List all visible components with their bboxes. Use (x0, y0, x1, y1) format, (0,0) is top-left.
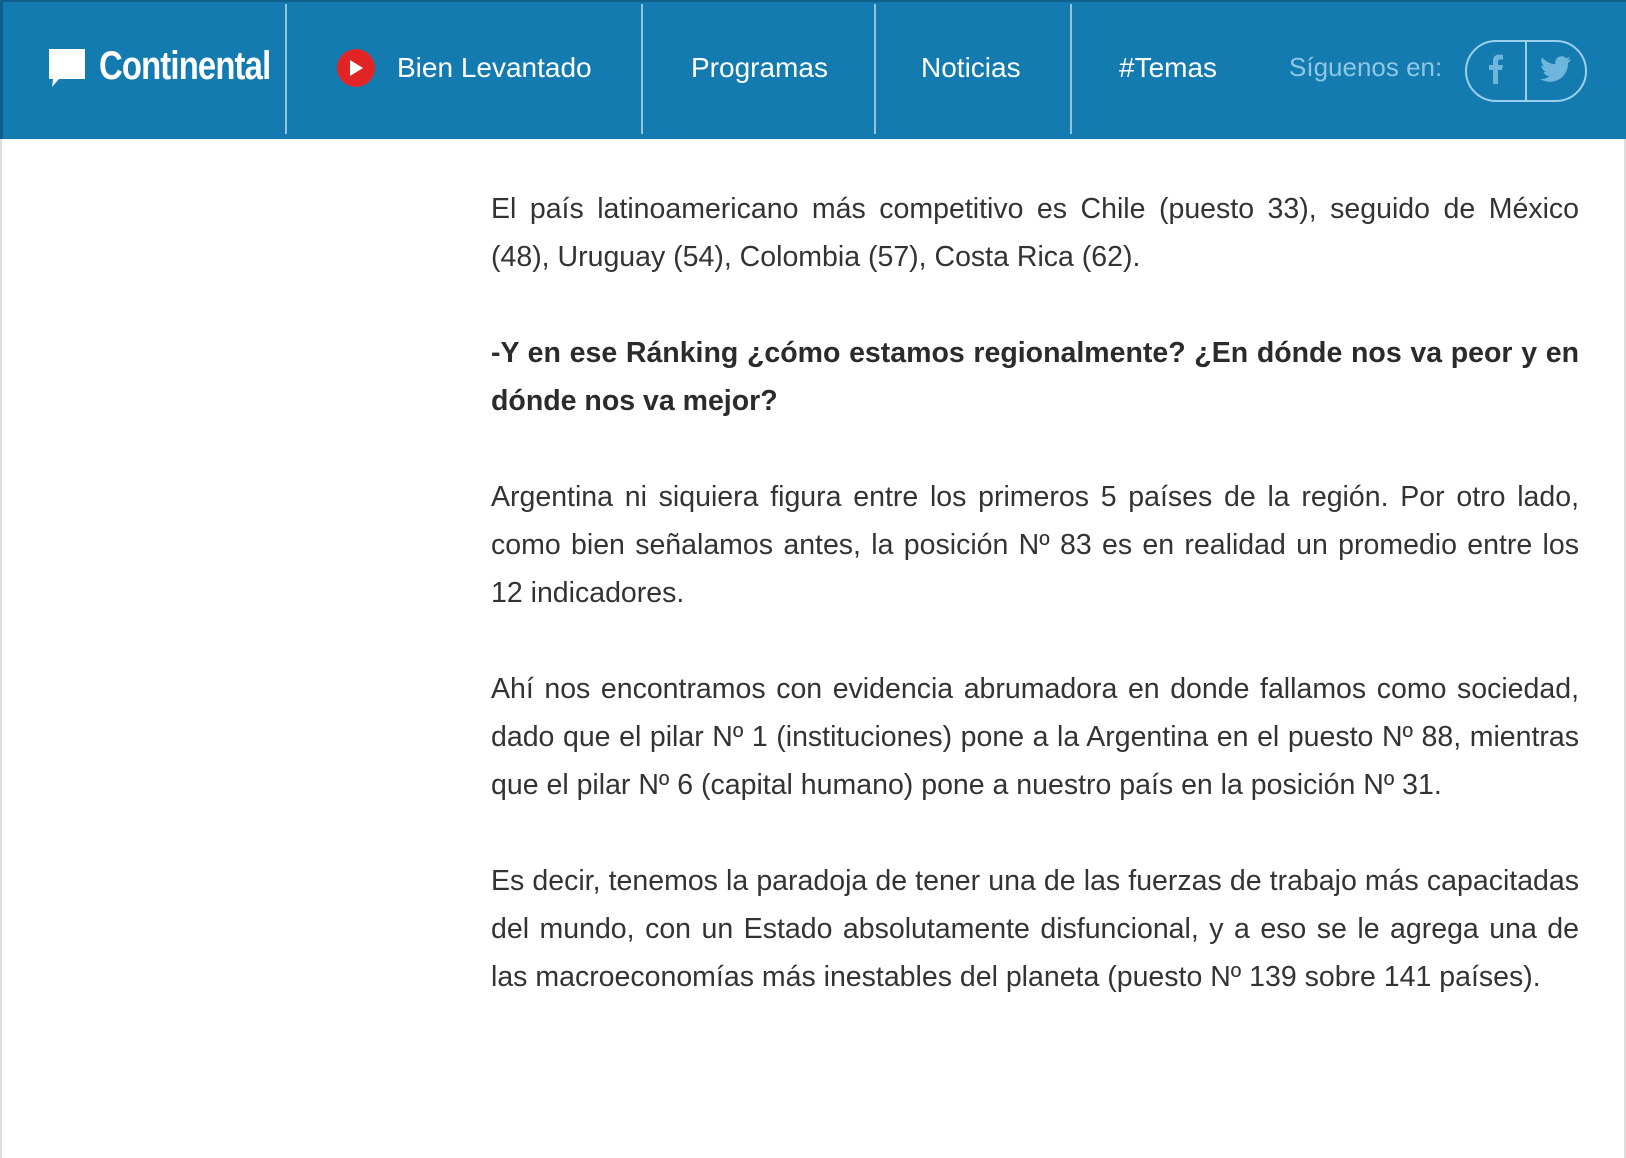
nav-item-label: #Temas (1119, 52, 1218, 83)
page-left-border (0, 0, 2, 1158)
article-paragraph: El país latinoamericano más competitivo es Chile (puesto 33), seguido de México (48), Uruguay (54), Colombia (57), Costa Rica (62). (491, 193, 1579, 273)
facebook-icon (1488, 54, 1504, 89)
article-paragraph: Argentina ni siquiera figura entre los primeros 5 países de la región. Por otro lado, como bien señalamos antes, la posición Nº 83 es en realidad un promedio entre los 12 indicadores. (491, 481, 1579, 609)
social-links (1465, 40, 1587, 102)
nav-divider (874, 4, 876, 134)
nav-divider (641, 4, 643, 134)
article-paragraph: Ahí nos encontramos con evidencia abrumadora en donde fallamos como sociedad, dado que el pilar Nº 1 (instituciones) pone a la Argentina en el puesto Nº 88, mientras que el pilar Nº 6 (capital humano) pone a nuestro país en la posición Nº 31. (491, 673, 1579, 801)
facebook-button[interactable] (1467, 42, 1525, 100)
nav-item-bien-levantado[interactable] (337, 46, 592, 90)
site-logo[interactable] (49, 44, 308, 89)
nav-divider (1070, 4, 1072, 134)
follow-us-label: Síguenos en: (1289, 52, 1443, 82)
site-logo-text: Continental (99, 44, 271, 88)
nav-item-programas[interactable] (691, 46, 828, 90)
interview-question: -Y en ese Ránking ¿cómo estamos regionalmente? ¿En dónde nos va peor y en dónde nos va mejor? (491, 337, 1579, 417)
nav-item-noticias[interactable] (921, 46, 1021, 90)
nav-item-label: Noticias (921, 52, 1021, 83)
nav-divider (285, 4, 287, 134)
speech-bubble-icon (49, 49, 85, 85)
nav-item-label: Bien Levantado (397, 52, 592, 83)
article-paragraph: Es decir, tenemos la paradoja de tener una de las fuerzas de trabajo más capacitadas del mundo, con un Estado absolutamente disfuncional, y a eso se le agrega una de las macroeconomías más inestables del planeta (puesto Nº 139 sobre 141 países). (491, 865, 1579, 993)
nav-item-temas[interactable] (1119, 46, 1217, 90)
article-body (491, 185, 1579, 1049)
nav-item-label: Programas (691, 52, 828, 83)
twitter-button[interactable] (1527, 42, 1585, 100)
play-icon (337, 49, 375, 87)
twitter-icon (1540, 56, 1572, 87)
top-navigation-bar (0, 0, 1626, 139)
